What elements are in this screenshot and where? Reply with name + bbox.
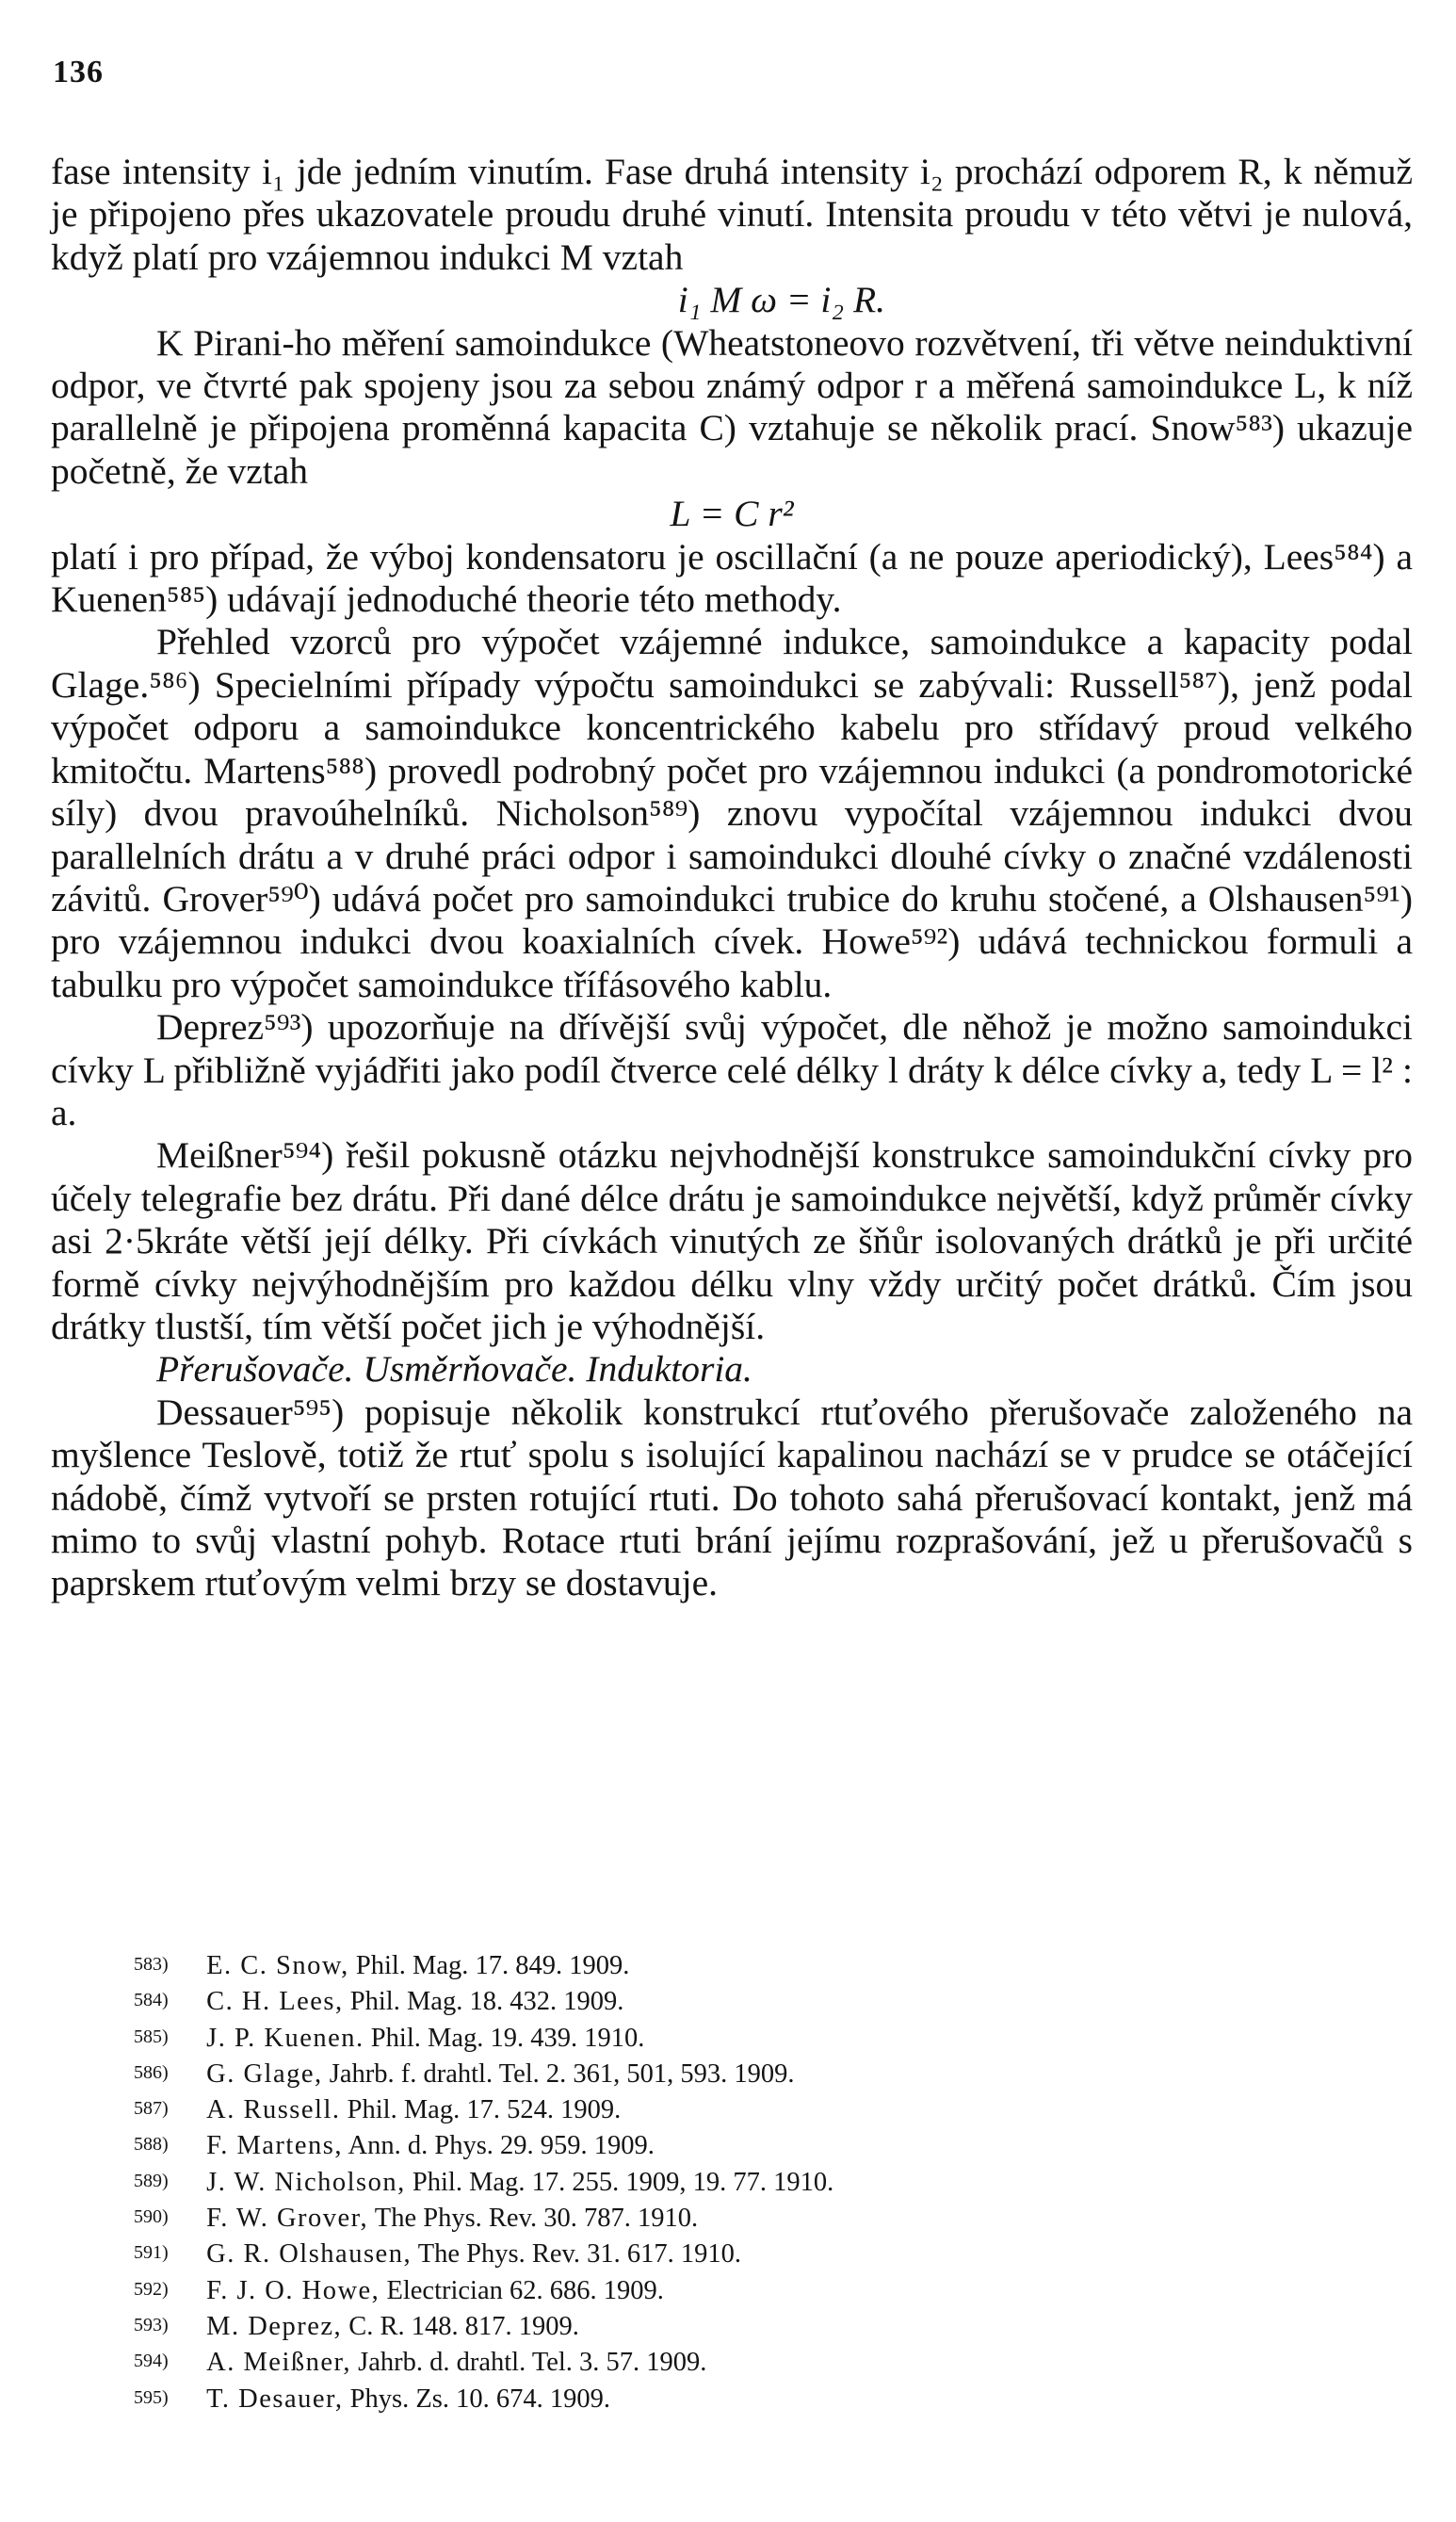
paragraph-1: fase intensity i₁ jde jedním vinutím. Fase druhá intensity i₂ prochází odporem R, k němuž je připojeno přes ukazovatele proudu druhé vinutí. Intensita proudu v této větvi je nulová, když platí pro vzájemnou indukci M vztah [51, 151, 1413, 278]
paragraph-4: Deprez⁵⁹³) upozorňuje na dřívější svůj výpočet, dle něhož je možno samoindukci cívky L přibližně vyjádřiti jako podíl čtverce celé délky l dráty k délce cívky a, tedy L = l² : a. [51, 1006, 1413, 1133]
footnote-number: 584) [134, 1990, 169, 2011]
footnote-author: M. Deprez, [206, 2311, 343, 2341]
page-number: 136 [53, 55, 104, 89]
footnote [134, 2091, 1358, 2127]
footnote-reference: The Phys. Rev. 31. 617. 1910. [417, 2239, 742, 2270]
footnote-author: G. Glage, [206, 2058, 323, 2089]
footnote-author: F. J. O. Howe, [206, 2275, 380, 2305]
footnote-number: 588) [134, 2134, 169, 2156]
footnote [134, 2200, 1358, 2236]
equation-mutual-induction: i₁ M ω = i₂ R. [677, 279, 885, 321]
footnote-author: F. W. Grover, [206, 2204, 369, 2234]
main-text [51, 151, 1413, 1605]
footnote-author: F. Martens, [206, 2131, 343, 2161]
paragraph-3: Přehled vzorců pro výpočet vzájemné indukce, samoindukce a kapacity podal Glage.⁵⁸⁶) Specielními případy výpočtu samoindukci se zabývali: Russell⁵⁸⁷), jenž podal výpočet odporu a samoindukce koncentrického kabelu pro střídavý proud velkého kmitočtu. Martens⁵⁸⁸) provedl podrobný počet pro vzájemnou indukci (a pondromotorické síly) dvou pravoúhelníků. Nicholson⁵⁸⁹) znovu vypočítal vzájemnou indukci dvou parallelních drátu a v druhé práci odpor i samoindukci dlouhé cívky o značné vzdálenosti závitů. Grover⁵⁹⁰) udává počet pro samoindukci trubice do kruhu stočené, a Olshausen⁵⁹¹) pro vzájemnou indukci dvou koaxialních cívek. Howe⁵⁹²) udává technickou formuli a tabulku pro výpočet samoindukce třífásového kablu. [51, 621, 1413, 1005]
footnote-reference: Electrician 62. 686. 1909. [386, 2275, 664, 2305]
footnote [134, 2272, 1358, 2308]
footnote-reference: Phil. Mag. 18. 432. 1909. [349, 1987, 624, 2017]
footnotes [134, 1947, 1358, 2416]
footnote-reference: Phys. Zs. 10. 674. 1909. [349, 2384, 610, 2414]
footnote [134, 1983, 1358, 2019]
footnote-number: 589) [134, 2170, 169, 2191]
footnote [134, 2164, 1358, 2200]
footnote-reference: Ann. d. Phys. 29. 959. 1909. [348, 2131, 655, 2161]
footnote [134, 2308, 1358, 2344]
footnote-author: G. R. Olshausen, [206, 2239, 413, 2270]
footnote [134, 2056, 1358, 2091]
footnote-reference: Jahrb. d. drahtl. Tel. 3. 57. 1909. [358, 2348, 707, 2378]
footnote-number: 592) [134, 2278, 169, 2300]
footnote-number: 587) [134, 2098, 169, 2120]
footnote [134, 2020, 1358, 2056]
footnote [134, 1947, 1358, 1983]
footnote-number: 583) [134, 1954, 169, 1975]
footnote-reference: The Phys. Rev. 30. 787. 1910. [374, 2204, 699, 2234]
paragraph-2: K Pirani-ho měření samoindukce (Wheatstoneovo rozvětvení, tři větve neinduktivní odpor, ve čtvrté pak spojeny jsou za sebou známý odpor r a měřená samoindukce L, k níž parallelně je připojena proměnná kapacita C) vztahuje se několik prací. Snow⁵⁸³) ukazuje početně, že vztah [51, 321, 1413, 492]
footnote [134, 2344, 1358, 2380]
paragraph-5: Meißner⁵⁹⁴) řešil pokusně otázku nejvhodnější konstrukce samoindukční cívky pro účely telegrafie bez drátu. Při dané délce drátu je samoindukce největší, když průměr cívky asi 2·5kráte větší její délky. Při cívkách vinutých ze šňůr isolovaných drátků je při určité formě cívky nejvýhodnějším pro každou délku vlny vždy určitý počet drátků. Čím jsou drátky tlustší, tím větší počet jich je výhodnější. [51, 1134, 1413, 1347]
equation-snow: L = C r² [670, 493, 794, 535]
footnote-number: 594) [134, 2351, 169, 2372]
footnote-author: A. Russell. [206, 2095, 341, 2125]
footnote-number: 590) [134, 2206, 169, 2228]
footnote-author: J. P. Kuenen. [206, 2023, 364, 2053]
footnote-reference: Phil. Mag. 17. 524. 1909. [347, 2095, 622, 2125]
paragraph-6: Dessauer⁵⁹⁵) popisuje několik konstrukcí rtuťového přerušovače založeného na myšlence Teslově, totiž že rtuť spolu s isolující kapalinou nachází se v prudce se otáčející nádobě, čímž vytvoří se prsten rotující rtuti. Do tohoto sahá přerušovací kontakt, jenž má mimo to svůj vlastní pohyb. Rotace rtuti brání jejímu rozprašování, jež u přerušovačů s paprskem rtuťovým velmi brzy se dostavuje. [51, 1391, 1413, 1604]
footnote-number: 593) [134, 2314, 169, 2335]
paragraph-2-continued: platí i pro případ, že výboj kondensatoru je oscillační (a ne pouze aperiodický), Lees⁵⁸⁴) a Kuenen⁵⁸⁵) udávají jednoduché theorie této methody. [51, 535, 1413, 621]
footnote-number: 585) [134, 2026, 169, 2047]
footnote [134, 2381, 1358, 2416]
footnote-reference: Jahrb. f. drahtl. Tel. 2. 361, 501, 593. 1909. [329, 2058, 795, 2089]
footnote-author: T. Desauer, [206, 2384, 344, 2414]
footnote-number: 595) [134, 2386, 169, 2408]
section-title: Přerušovače. Usměrňovače. Induktoria. [156, 1348, 752, 1391]
footnote-author: E. C. Snow, [206, 1951, 349, 1980]
footnote-reference: Phil. Mag. 19. 439. 1910. [370, 2023, 645, 2053]
footnote-number: 591) [134, 2242, 169, 2264]
footnote-author: J. W. Nicholson, [206, 2167, 406, 2197]
footnote-reference: Phil. Mag. 17. 849. 1909. [355, 1951, 630, 1980]
footnote-reference: Phil. Mag. 17. 255. 1909, 19. 77. 1910. [412, 2167, 834, 2197]
footnote-author: A. Meißner, [206, 2348, 351, 2378]
footnote-number: 586) [134, 2061, 169, 2083]
footnote [134, 2236, 1358, 2271]
footnote-author: C. H. Lees, [206, 1987, 344, 2017]
footnote-reference: C. R. 148. 817. 1909. [348, 2311, 579, 2341]
footnote [134, 2127, 1358, 2163]
